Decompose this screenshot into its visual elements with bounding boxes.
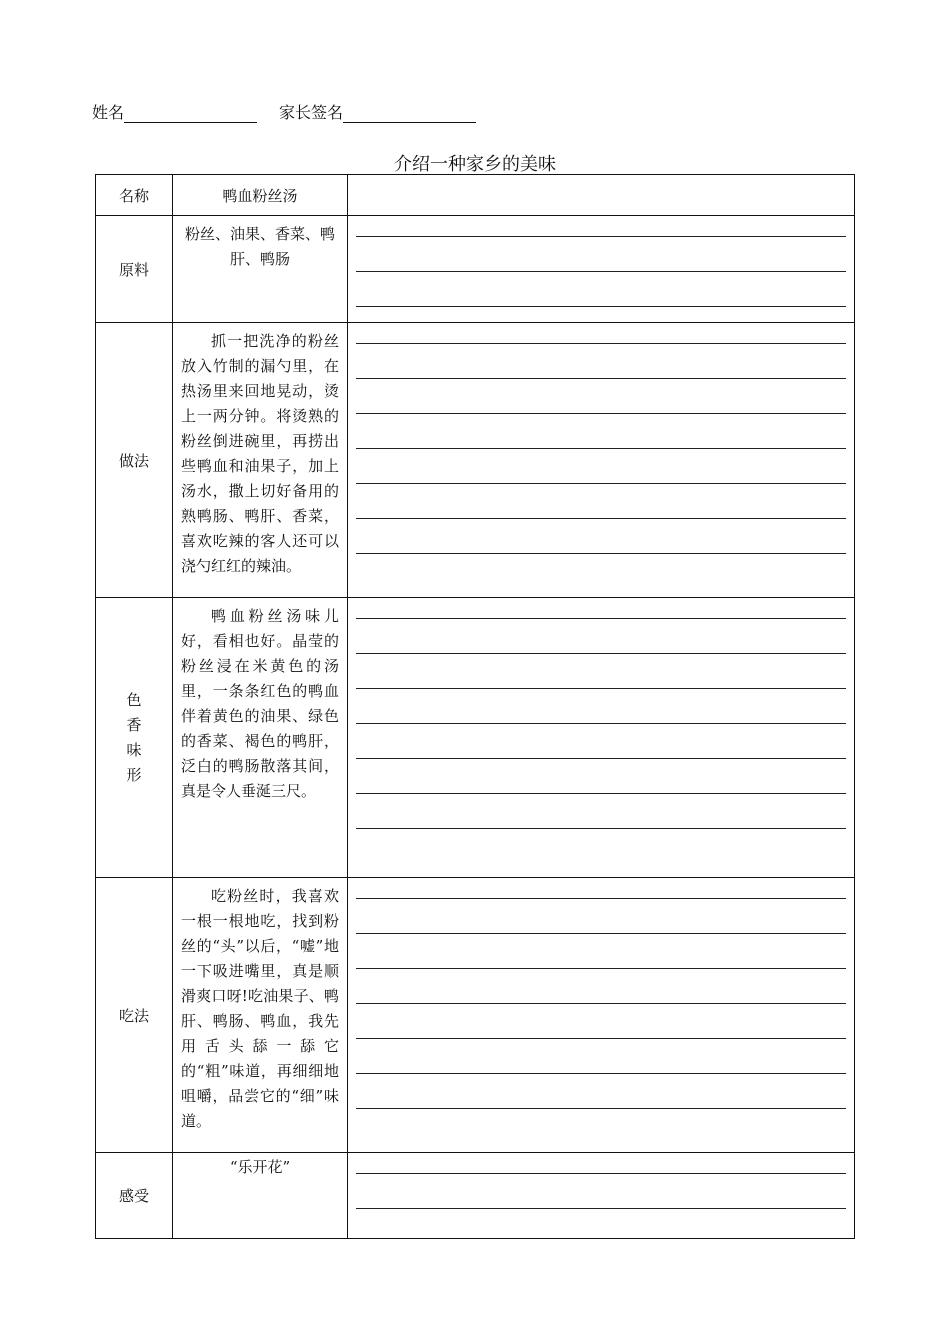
feeling-value-cell: “乐开花” [173,1153,348,1239]
row-eating [96,878,855,1153]
method-label-cell: 做法 [96,323,173,598]
writing-line[interactable] [356,653,846,654]
page-title: 介绍一种家乡的美味 [394,154,556,175]
method-text: 抓一把洗净的粉丝放入竹制的漏勺里，在热汤里来回地晃动，烫上一两分钟。将烫熟的粉丝倒进碗里，再捞出些鸭血和油果子，加上汤水，撒上切好备用的熟鸭肠、鸭肝、香菜，喜欢吃辣的客人还可以浇勺红红的辣油。 [181,332,339,575]
feeling-label-cell: 感受 [96,1153,173,1239]
writing-line[interactable] [356,448,846,449]
feeling-writing-cell[interactable] [348,1153,855,1239]
eating-text: 吃粉丝时，我喜欢一根一根地吃，找到粉丝的“头”以后，“嘘”地一下吸进嘴里，真是顺滑爽口呀!吃油果子、鸭肝、鸭肠、鸭血，我先用舌头舔一舔它的“粗”味道，再细细地咀嚼，品尝它的“细”味道。 [181,887,339,1130]
row-method [96,323,855,598]
writing-line[interactable] [356,1038,846,1039]
writing-line[interactable] [356,1173,846,1174]
row-name [96,175,855,216]
writing-line[interactable] [356,343,846,344]
appearance-label-cell: 色 香 味 形 [96,598,173,878]
appearance-value-cell [173,598,348,878]
dish-table [95,174,855,1239]
writing-line[interactable] [356,483,846,484]
writing-line[interactable] [356,518,846,519]
writing-line[interactable] [356,1108,846,1109]
appearance-text: 鸭血粉丝汤味儿好，看相也好。晶莹的粉丝浸在米黄色的汤里，一条条红色的鸭血伴着黄色的油果、绿色的香菜、褐色的鸭肝，泛白的鸭肠散落其间，真是令人垂涎三尺。 [181,607,339,800]
method-writing-cell[interactable] [348,323,855,598]
method-value-cell [173,323,348,598]
appearance-writing-cell[interactable] [348,598,855,878]
writing-line[interactable] [356,1003,846,1004]
writing-line[interactable] [356,793,846,794]
ingredients-writing-cell[interactable] [348,216,855,323]
writing-line[interactable] [356,378,846,379]
writing-line[interactable] [356,968,846,969]
writing-line[interactable] [356,236,846,237]
writing-line[interactable] [356,688,846,689]
row-appearance [96,598,855,878]
ingredients-value-cell: 粉丝、油果、香菜、鸭肝、鸭肠 [173,216,348,323]
name-label-cell: 名称 [96,175,173,216]
writing-line[interactable] [356,1073,846,1074]
writing-line[interactable] [356,1208,846,1209]
eating-label-cell: 吃法 [96,878,173,1153]
writing-line[interactable] [356,271,846,272]
writing-line[interactable] [356,758,846,759]
writing-line[interactable] [356,933,846,934]
parent-signature-label: 家长签名 [279,103,344,122]
writing-line[interactable] [356,618,846,619]
name-value-cell: 鸭血粉丝汤 [173,175,348,216]
parent-signature-blank[interactable] [343,104,476,123]
name-label: 姓名 [92,103,125,122]
eating-value-cell [173,878,348,1153]
ingredients-label-cell: 原料 [96,216,173,323]
row-feeling [96,1153,855,1239]
writing-line[interactable] [356,553,846,554]
eating-writing-cell[interactable] [348,878,855,1153]
header-line [92,100,476,123]
writing-line[interactable] [356,898,846,899]
name-blank[interactable] [124,104,257,123]
writing-line[interactable] [356,723,846,724]
writing-line[interactable] [356,828,846,829]
name-writing-cell[interactable] [348,175,855,216]
row-ingredients [96,216,855,323]
writing-line[interactable] [356,306,846,307]
writing-line[interactable] [356,413,846,414]
